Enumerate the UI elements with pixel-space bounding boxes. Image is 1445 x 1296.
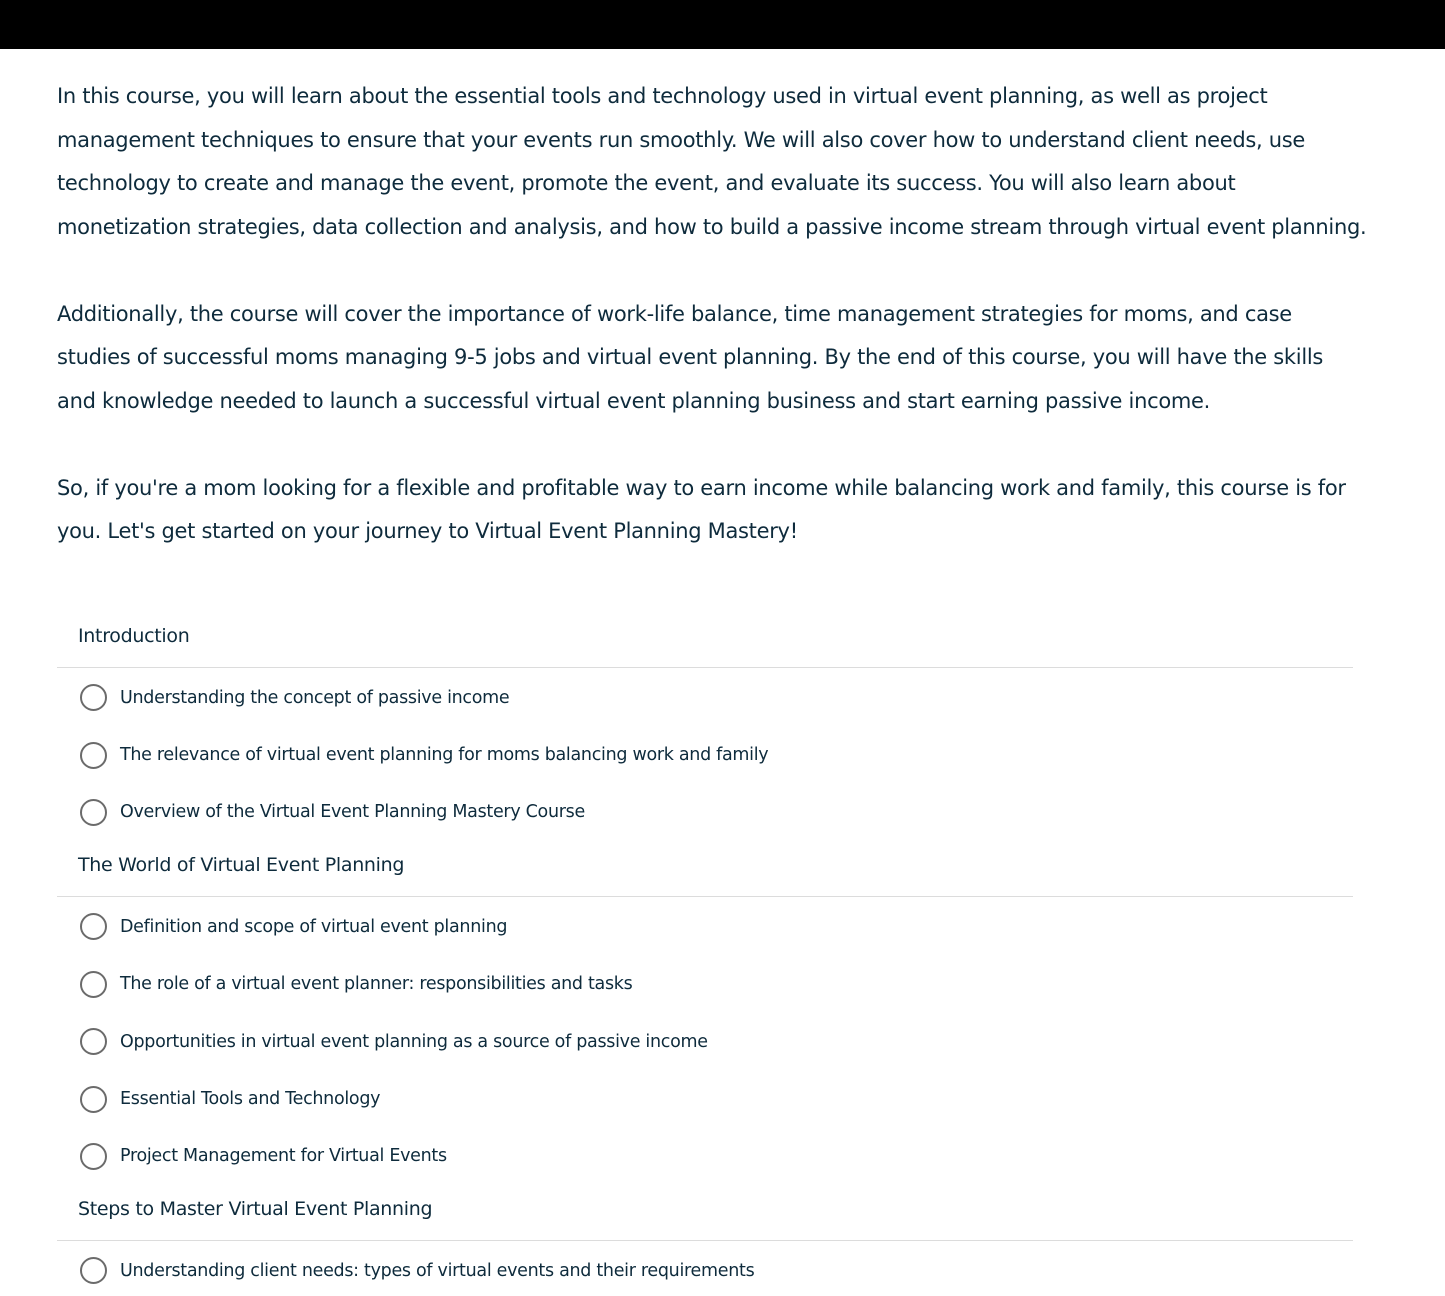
incomplete-circle-icon[interactable] — [80, 742, 107, 769]
section-title: The World of Virtual Event Planning — [57, 841, 1353, 897]
lesson-item[interactable] — [57, 956, 1353, 1013]
incomplete-circle-icon[interactable] — [80, 1028, 107, 1055]
curriculum-section — [57, 841, 1353, 1185]
lesson-title[interactable]: Project Management for Virtual Events — [120, 1146, 447, 1167]
section-title: Steps to Master Virtual Event Planning — [57, 1185, 1353, 1241]
lesson-title[interactable]: Understanding client needs: types of virtual events and their requirements — [120, 1260, 755, 1281]
lesson-title[interactable]: The role of a virtual event planner: responsibilities and tasks — [120, 974, 633, 995]
lesson-title[interactable]: Overview of the Virtual Event Planning Mastery Course — [120, 802, 585, 823]
top-bar — [0, 0, 1445, 49]
description-paragraph: Additionally, the course will cover the importance of work-life balance, time management strategies for moms, and case studies of successful moms managing 9-5 jobs and virtual event planning. By the end of this course, you will have the skills and knowledge needed to launch a successful virtual event planning business and start earning passive income. — [57, 301, 1324, 413]
course-description — [57, 75, 1367, 597]
lesson-title[interactable]: The relevance of virtual event planning for moms balancing work and family — [120, 745, 769, 766]
incomplete-circle-icon[interactable] — [80, 1257, 107, 1284]
incomplete-circle-icon[interactable] — [80, 913, 107, 940]
description-paragraph: So, if you're a mom looking for a flexible and profitable way to earn income while balancing work and family, this course is for you. Let's get started on your journey to Virtual Event Planning Mastery! — [57, 475, 1346, 543]
curriculum-section — [57, 612, 1353, 841]
lesson-item[interactable] — [57, 669, 1353, 726]
incomplete-circle-icon[interactable] — [80, 1086, 107, 1113]
lesson-item[interactable] — [57, 1242, 1353, 1296]
lesson-item[interactable] — [57, 784, 1353, 841]
lesson-item[interactable] — [57, 898, 1353, 955]
incomplete-circle-icon[interactable] — [80, 1143, 107, 1170]
curriculum-list — [57, 612, 1353, 1296]
lesson-item[interactable] — [57, 726, 1353, 783]
incomplete-circle-icon[interactable] — [80, 971, 107, 998]
lesson-title[interactable]: Essential Tools and Technology — [120, 1089, 381, 1110]
lesson-title[interactable]: Definition and scope of virtual event planning — [120, 916, 508, 937]
incomplete-circle-icon[interactable] — [80, 799, 107, 826]
lesson-item[interactable] — [57, 1070, 1353, 1127]
lesson-title[interactable]: Understanding the concept of passive income — [120, 687, 510, 708]
description-paragraph: In this course, you will learn about the essential tools and technology used in virtual event planning, as well as project management techniques to ensure that your events run smoothly. We will also cover how to understand client needs, use technology to create and manage the event, promote the event, and evaluate its success. You will also learn about monetization strategies, data collection and analysis, and how to build a passive income stream through virtual event planning. — [57, 84, 1367, 239]
curriculum-section — [57, 1185, 1353, 1296]
lesson-item[interactable] — [57, 1013, 1353, 1070]
lesson-title[interactable]: Opportunities in virtual event planning as a source of passive income — [120, 1031, 708, 1052]
section-title: Introduction — [57, 612, 1353, 668]
lesson-item[interactable] — [57, 1128, 1353, 1185]
incomplete-circle-icon[interactable] — [80, 684, 107, 711]
